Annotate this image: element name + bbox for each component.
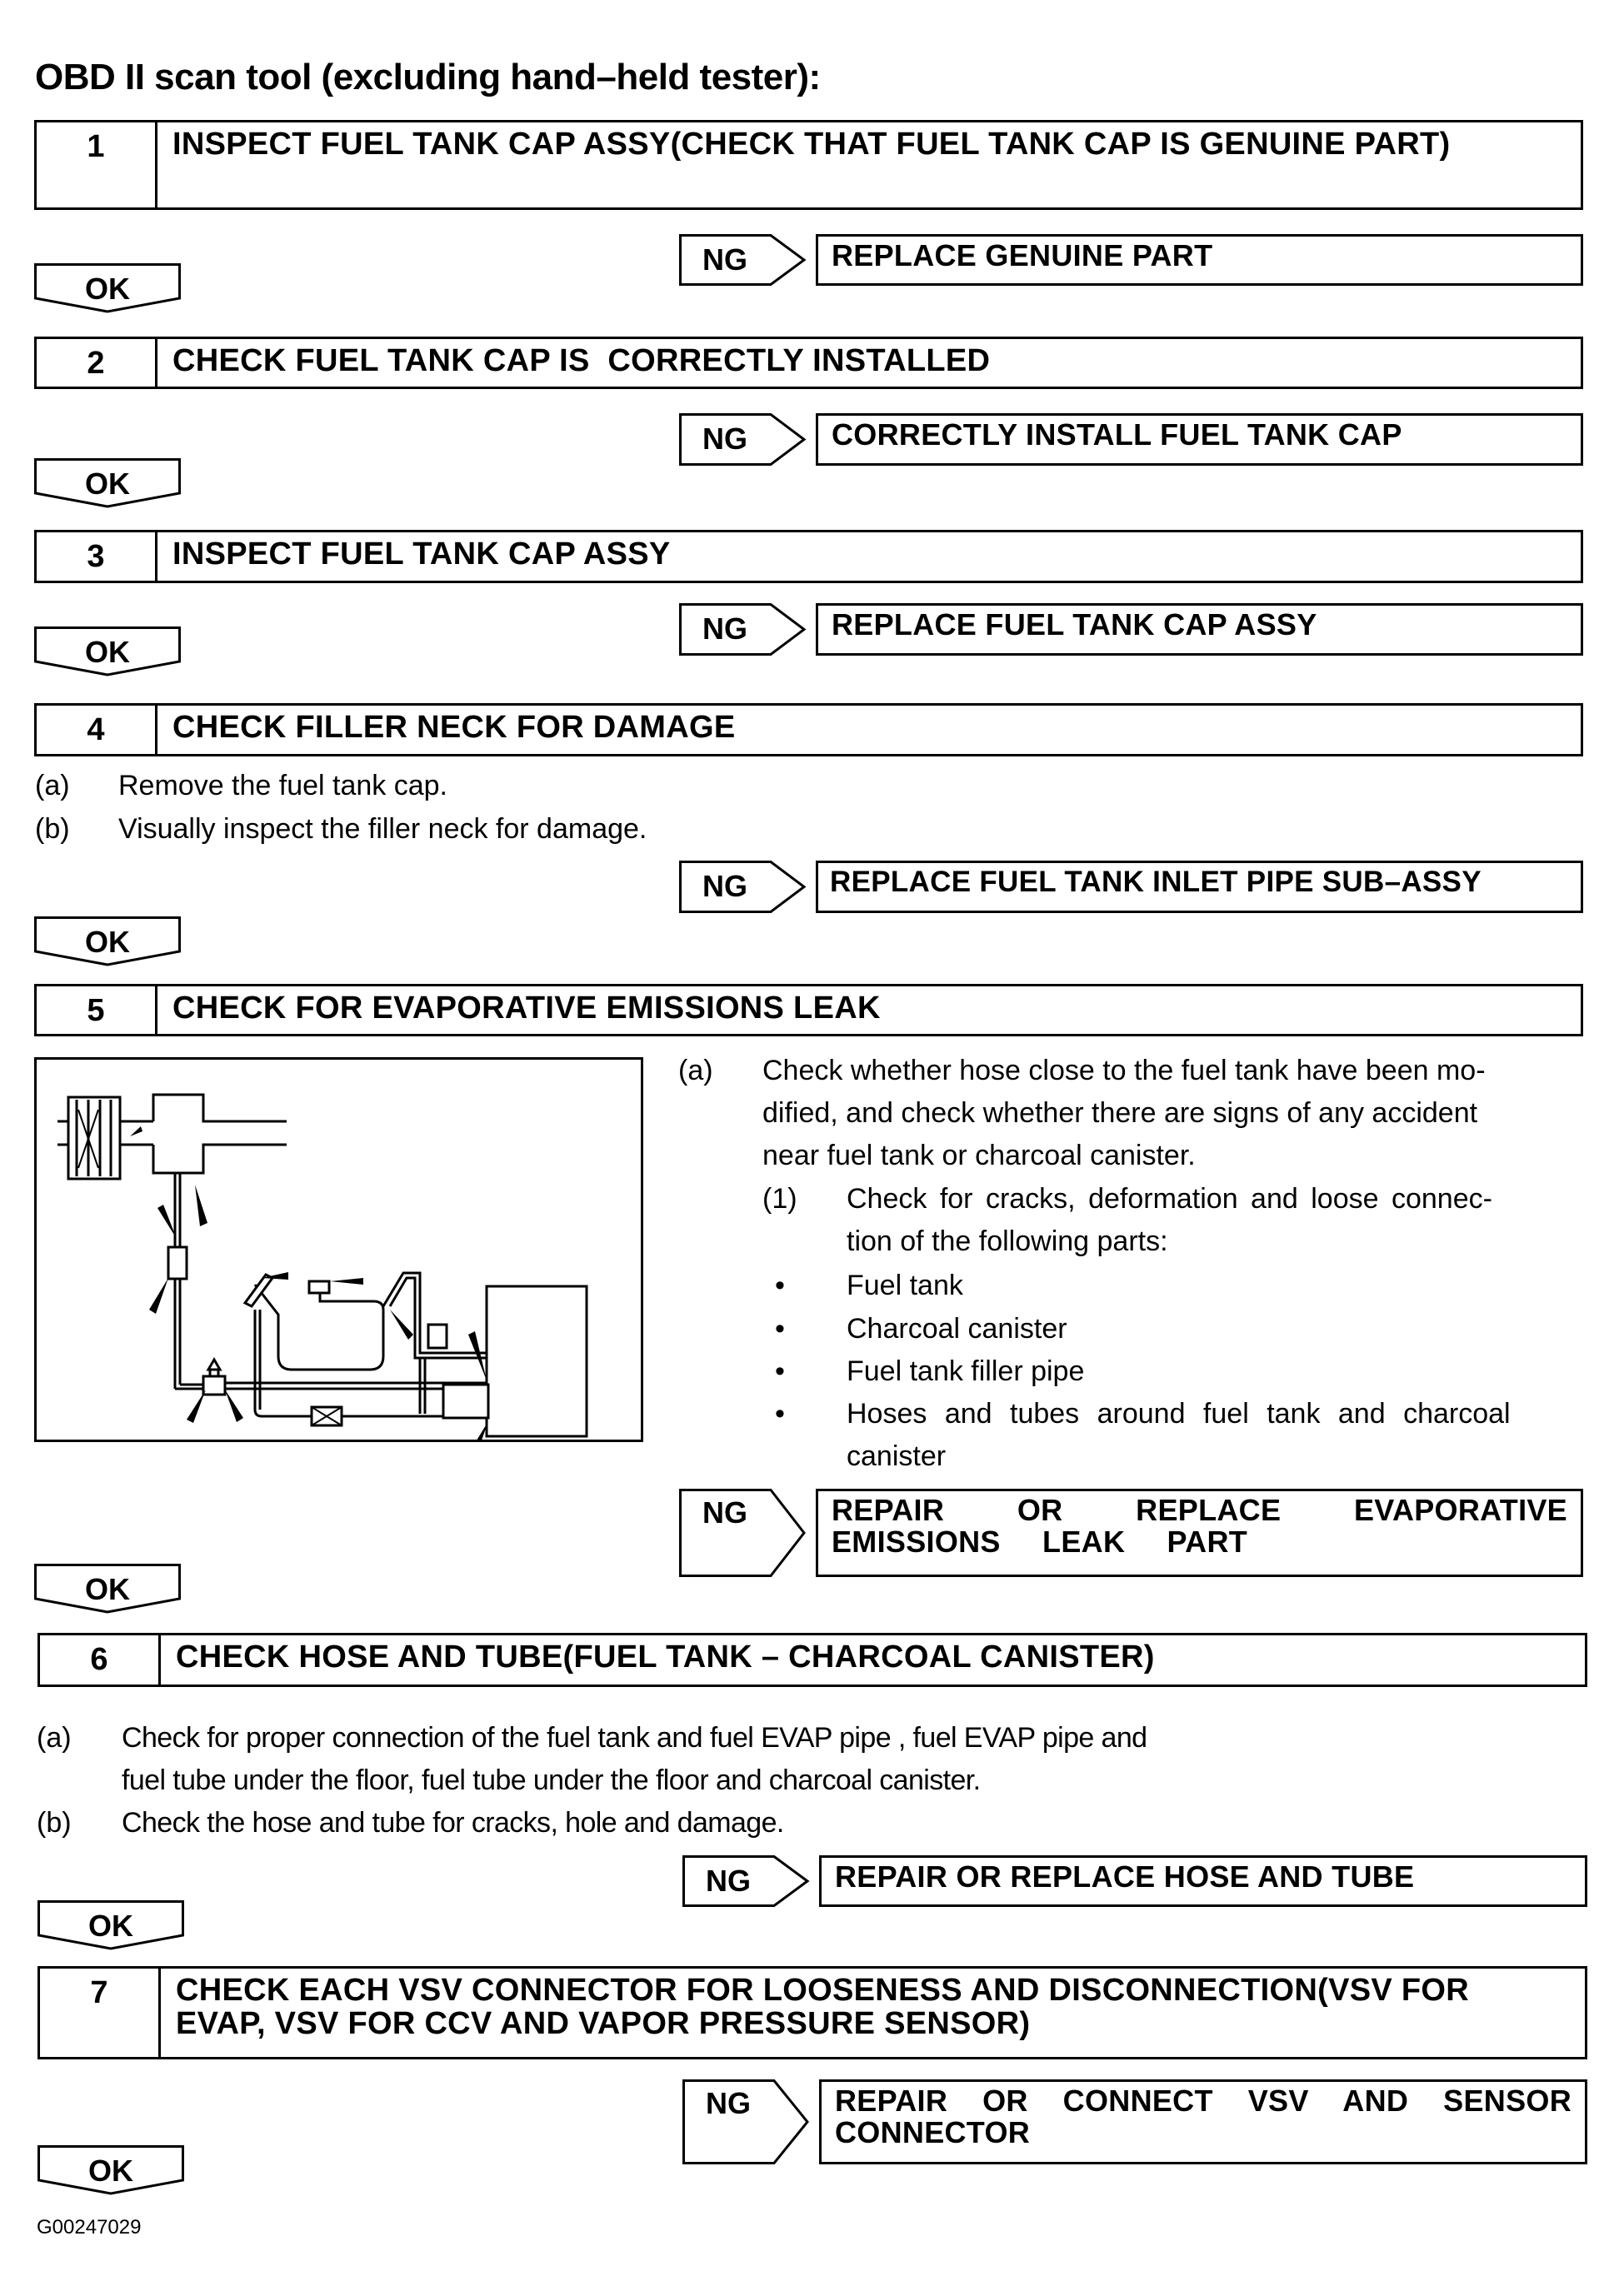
ng-action-2: CORRECTLY INSTALL FUEL TANK CAP [816, 413, 1583, 466]
ng-action-3: REPLACE FUEL TANK CAP ASSY [816, 603, 1583, 656]
ng-label: NG [702, 611, 747, 646]
ok-branch-1 [34, 263, 181, 313]
ng-action-6: REPAIR OR REPLACE HOSE AND TUBE [819, 1855, 1587, 1907]
ng-label: NG [702, 242, 747, 277]
evap-system-diagram [34, 1057, 643, 1442]
part-item: Fuel tank filler pipe [847, 1355, 1085, 1387]
ok-branch-3 [34, 626, 181, 676]
instruction-marker: (a) [678, 1055, 713, 1086]
step-heading: CHECK FOR EVAPORATIVE EMISSIONS LEAK [172, 991, 881, 1026]
ok-branch-2 [34, 458, 181, 508]
instruction-6a-line-2: fuel tube under the floor, fuel tube under the floor and charcoal canister. [122, 1764, 981, 1796]
bullet-icon: • [775, 1355, 785, 1387]
step-number: 6 [40, 1635, 161, 1685]
part-item: Hoses and tubes around fuel tank and charcoal [847, 1398, 1511, 1430]
ng-action-4: REPLACE FUEL TANK INLET PIPE SUB–ASSY [816, 861, 1583, 913]
instruction-6a-line-1: Check for proper connection of the fuel tank and fuel EVAP pipe , fuel EVAP pipe and [122, 1722, 1147, 1754]
figure-code: G00247029 [37, 2216, 142, 2239]
ng-action-7: REPAIR OR CONNECT VSV AND SENSOR CONNECTOR [819, 2079, 1587, 2164]
step-heading: CHECK FUEL TANK CAP IS CORRECTLY INSTALLED [172, 343, 991, 378]
instruction-5a1-line-2: tion of the following parts: [847, 1225, 1168, 1257]
instruction-5a-line-3: near fuel tank or charcoal canister. [762, 1140, 1196, 1171]
step-5-header [34, 984, 1583, 1036]
ok-branch-6 [37, 1900, 184, 1950]
step-heading: INSPECT FUEL TANK CAP ASSY [172, 537, 671, 572]
part-item-continued: canister [847, 1440, 947, 1472]
bullet-icon: • [775, 1270, 785, 1301]
ok-label: OK [85, 635, 130, 669]
ng-branch-4 [679, 861, 806, 913]
page-title: OBD II scan tool (excluding hand–held tester): [35, 57, 821, 97]
ng-label: NG [702, 422, 747, 456]
step-heading: CHECK EACH VSV CONNECTOR FOR LOOSENESS AND DISCONNECTION(VSV FOR EVAP, VSV FOR CCV AND VAPOR PRESSURE SENSOR) [176, 1973, 1470, 2041]
step-heading: INSPECT FUEL TANK CAP ASSY(CHECK THAT FUEL TANK CAP IS GENUINE PART) [172, 127, 1451, 162]
ok-label: OK [88, 1909, 133, 1943]
ng-action-1: REPLACE GENUINE PART [816, 234, 1583, 286]
instruction-5a-line-2: dified, and check whether there are signs of any accident [762, 1097, 1478, 1129]
instruction-marker: (a) [35, 770, 70, 801]
ok-branch-7 [37, 2145, 184, 2195]
step-number: 3 [37, 532, 157, 581]
step-6-header [37, 1633, 1587, 1687]
ok-label: OK [88, 2154, 133, 2188]
step-4-header [34, 703, 1583, 756]
ng-label: NG [706, 2086, 751, 2120]
step-1-header [34, 120, 1583, 210]
ng-action-5: REPAIR OR REPLACE EVAPORATIVE EMISSIONS LEAK PART [816, 1489, 1583, 1577]
ok-label: OK [85, 1572, 130, 1606]
instruction-text: Visually inspect the filler neck for damage. [118, 813, 647, 845]
instruction-6b-marker: (b) [37, 1807, 72, 1839]
step-2-header [34, 337, 1583, 389]
step-heading: CHECK FILLER NECK FOR DAMAGE [172, 710, 736, 745]
step-heading: CHECK HOSE AND TUBE(FUEL TANK – CHARCOAL CANISTER) [176, 1640, 1155, 1675]
instruction-5a-line-1: Check whether hose close to the fuel tank have been mo- [762, 1055, 1486, 1086]
part-item: Charcoal canister [847, 1313, 1067, 1345]
step-number: 7 [40, 1969, 161, 2057]
step-7-header [37, 1966, 1587, 2059]
ng-branch-5 [679, 1489, 806, 1577]
ok-branch-5 [34, 1564, 181, 1614]
step-number: 1 [37, 122, 157, 207]
ok-branch-4 [34, 916, 181, 966]
ng-branch-2 [679, 413, 806, 466]
ng-label: NG [702, 1495, 747, 1530]
ng-branch-3 [679, 603, 806, 656]
bullet-icon: • [775, 1398, 785, 1430]
step-3-header [34, 530, 1583, 583]
ok-label: OK [85, 925, 130, 959]
evap-schematic-icon [37, 1060, 641, 1440]
instruction-text: Remove the fuel tank cap. [118, 770, 448, 801]
bullet-icon: • [775, 1313, 785, 1345]
instruction-5a1-marker: (1) [762, 1183, 797, 1215]
step-number: 2 [37, 339, 157, 387]
ng-label: NG [702, 869, 747, 903]
step-number: 5 [37, 986, 157, 1034]
ok-label: OK [85, 272, 130, 306]
instruction-6b-line-1: Check the hose and tube for cracks, hole and damage. [122, 1807, 784, 1839]
step-number: 4 [37, 706, 157, 754]
instruction-6a-marker: (a) [37, 1722, 72, 1754]
ng-label: NG [706, 1864, 751, 1898]
ng-branch-7 [682, 2079, 809, 2164]
ng-branch-6 [682, 1855, 809, 1907]
ng-branch-1 [679, 234, 806, 286]
instruction-marker: (b) [35, 813, 70, 845]
instruction-5a1-line-1: Check for cracks, deformation and loose connec- [847, 1183, 1492, 1215]
part-item: Fuel tank [847, 1270, 963, 1301]
ok-label: OK [85, 467, 130, 501]
